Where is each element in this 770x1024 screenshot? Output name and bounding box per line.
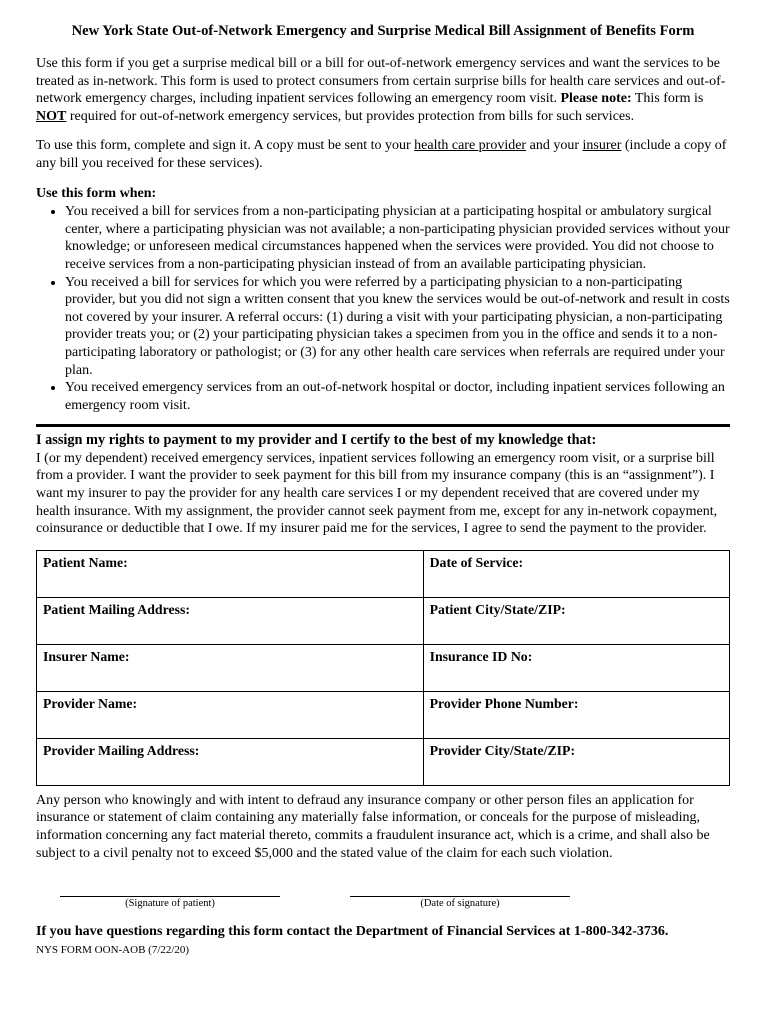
form-code: NYS FORM OON-AOB (7/22/20) bbox=[36, 943, 190, 956]
list-item bbox=[65, 203, 730, 273]
insurer-name-field[interactable] bbox=[37, 644, 424, 691]
list-item bbox=[65, 379, 730, 414]
patient-signature-caption: (Signature of patient) bbox=[125, 898, 215, 910]
signature-date-block bbox=[350, 882, 570, 911]
when-heading: Use this form when: bbox=[36, 185, 157, 201]
assignment-body: I (or my dependent) received emergency services, inpatient services following an emergency room visit, or a surprise bill from a provider. I want the provider to seek payment for this bill from my insurance company (this is an “assignment”). I want my insurer to pay the provider for any health care services I or my dependent received that are covered under my health insurance. With my assignment, the provider cannot seek payment from me, except for any in-network copayment, coinsurance or deductible that I owe. If my insurer paid me for the services, I agree to send the payment to the provider. bbox=[36, 450, 718, 537]
patient-name-field[interactable] bbox=[37, 550, 424, 597]
insurance-id-label: Insurance ID No: bbox=[429, 648, 533, 664]
intro-text-2: This form is bbox=[631, 91, 704, 107]
patient-mailing-address-field[interactable] bbox=[37, 597, 424, 644]
list-item bbox=[65, 274, 730, 380]
bullet-text: You received a bill for services for which you were referred by a participating physician to a non-participating provider, but you did not sign a written consent that you knew the services would be out-of-network and result in costs not covered by your insurer. A referral occurs: (1) during a visit with your participating physician, a non-participating provider treats you; or (2) your participating physician takes a specimen from you in the office and sends it to a non-participating laboratory or pathologist; or (3) for any other health care services when referrals are required under your plan. bbox=[65, 274, 730, 378]
table-row bbox=[37, 691, 730, 738]
not-emphasis: NOT bbox=[36, 108, 67, 124]
when-bullet-list bbox=[36, 203, 730, 414]
provider-name-label: Provider Name: bbox=[43, 695, 138, 711]
signature-date-line[interactable] bbox=[350, 882, 570, 897]
patient-city-state-zip-label: Patient City/State/ZIP: bbox=[429, 601, 566, 617]
patient-mailing-address-label: Patient Mailing Address: bbox=[43, 601, 190, 617]
signature-date-caption: (Date of signature) bbox=[420, 898, 500, 910]
contact-line: If you have questions regarding this form contact the Department of Financial Services at 1-800-342-3736. bbox=[36, 924, 669, 940]
patient-signature-line[interactable] bbox=[60, 882, 280, 897]
usage-text-1: To use this form, complete and sign it. A copy must be sent to your bbox=[36, 138, 415, 154]
provider-name-field[interactable] bbox=[37, 691, 424, 738]
bullet-text: You received a bill for services from a non-participating physician at a participating hospital or ambulatory surgical center, where a participating physician was not available; a non-participating physician provided services without your knowledge; or unforeseen medical circumstances happened when the services were provided. You did not choose to receive services from a non-participating physician instead of from an available participating physician. bbox=[65, 204, 730, 272]
date-of-service-label: Date of Service: bbox=[429, 554, 524, 570]
date-of-service-field[interactable] bbox=[423, 550, 729, 597]
usage-text-2: and your bbox=[526, 138, 583, 154]
usage-paragraph bbox=[36, 137, 730, 172]
table-row bbox=[37, 738, 730, 785]
insurer-name-label: Insurer Name: bbox=[43, 648, 130, 664]
provider-phone-label: Provider Phone Number: bbox=[429, 695, 579, 711]
provider-city-state-zip-field[interactable] bbox=[423, 738, 729, 785]
provider-mailing-address-field[interactable] bbox=[37, 738, 424, 785]
assignment-heading: I assign my rights to payment to my provider and I certify to the best of my knowledge that: bbox=[36, 432, 597, 449]
signature-section bbox=[36, 882, 730, 911]
please-note-label: Please note: bbox=[560, 91, 632, 107]
provider-city-state-zip-label: Provider City/State/ZIP: bbox=[429, 742, 576, 758]
usage-text-3: (include a copy of any bill you received for these services). bbox=[36, 138, 727, 171]
table-row bbox=[37, 550, 730, 597]
intro-paragraph bbox=[36, 55, 730, 125]
insurance-id-field[interactable] bbox=[423, 644, 729, 691]
fraud-warning: Any person who knowingly and with intent to defraud any insurance company or other person files an application for insurance or statement of claim containing any materially false information, or conceals for the purpose of misleading, information concerning any fact material thereto, commits a fraudulent insurance act, which is a crime, and shall also be subject to a civil penalty not to exceed $5,000 and the stated value of the claim for each such violation. bbox=[36, 792, 710, 861]
section-divider bbox=[36, 424, 730, 427]
table-row bbox=[37, 644, 730, 691]
patient-city-state-zip-field[interactable] bbox=[423, 597, 729, 644]
bullet-text: You received emergency services from an out-of-network hospital or doctor, including inpatient services following an emergency room visit. bbox=[65, 380, 725, 413]
table-row bbox=[37, 597, 730, 644]
intro-text-3: required for out-of-network emergency services, but provides protection from bills for such services. bbox=[66, 108, 635, 124]
form-title: New York State Out-of-Network Emergency and Surprise Medical Bill Assignment of Benefits Form bbox=[71, 23, 695, 39]
patient-name-label: Patient Name: bbox=[43, 554, 128, 570]
intro-text-1: Use this form if you get a surprise medical bill or a bill for out-of-network emergency services and want the services to be treated as in-network. This form is used to protect consumers from certain surprise bills for health care services and out-of-network emergency charges, including inpatient services following an emergency room visit. bbox=[36, 56, 726, 107]
patient-signature-block bbox=[60, 882, 280, 911]
provider-mailing-address-label: Provider Mailing Address: bbox=[43, 742, 200, 758]
provider-underlined: health care provider bbox=[414, 138, 527, 154]
provider-phone-field[interactable] bbox=[423, 691, 729, 738]
insurer-underlined: insurer bbox=[582, 138, 622, 154]
patient-info-table bbox=[36, 550, 730, 786]
